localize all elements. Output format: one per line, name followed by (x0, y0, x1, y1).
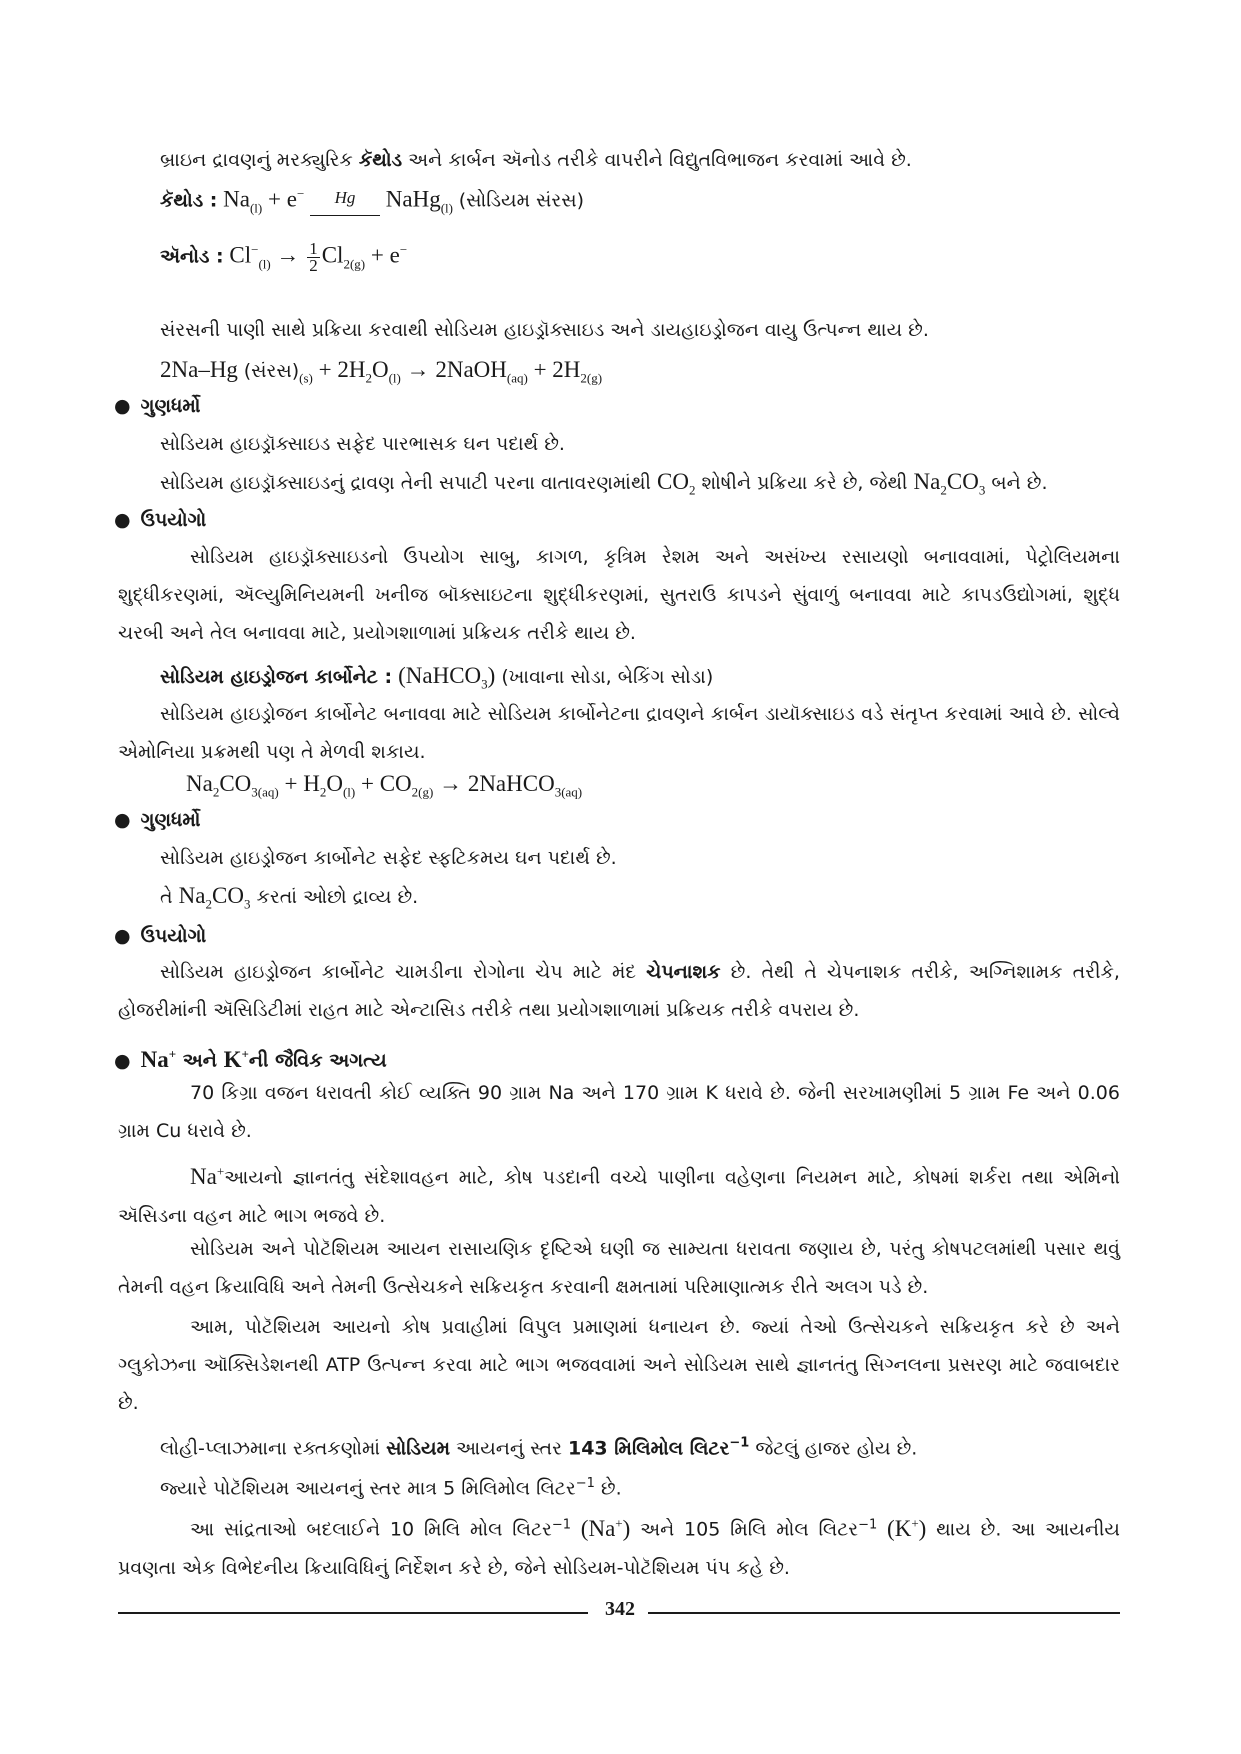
amalgam-word: (સંરસ) (243, 360, 300, 382)
heading-uses-naoh (114, 506, 1074, 534)
text: આયનનું સ્તર (456, 1437, 562, 1460)
text: છે. (600, 1477, 622, 1500)
text: સોડિયમ હાઇડ્રોજન કાર્બોનેટ ચામડીના રોગોના ચેપ માટે મંદ (160, 961, 637, 983)
text: શોષીને પ્રક્રિયા કરે છે, જેથી (701, 472, 908, 494)
text: બને છે. (991, 472, 1048, 494)
paragraph-body-content: 70 કિગ્રા વજન ધરાવતી કોઈ વ્યક્તિ 90 ગ્રામ Na અને 170 ગ્રામ K ધરાવે છે. જેની સરખામણીમાં 5 ગ્રામ Fe અને 0.06 ગ્રામ Cu ધરાવે છે. (118, 1082, 1120, 1142)
cathode-note: (સોડિયમ સંરસ) (458, 189, 585, 212)
text: બ્રાઇન દ્રાવણનું મરક્યુરિક (160, 149, 353, 171)
bicarbonate-equation: $Na_2CO_{3(aq)} + H_2O_{(l)} + CO_{2(g)}$ → 2NaHCO$_{3(aq)}$ (186, 771, 583, 800)
heading-biological-importance: ● Na+ અને K+ની જૈવિક અગત્ય (114, 1040, 1074, 1075)
heading-text: અને (182, 1049, 217, 1072)
bullet-icon: ● (114, 1049, 131, 1072)
text: આ સાંદ્રતાઓ બદલાઈને 10 મિલિ મોલ લિટર (190, 1518, 552, 1541)
heading-text: ઉપયોગો (140, 509, 207, 531)
property-line: સોડિયમ હાઇડ્રોજન કાર્બોનેટ સફેદ સ્ફટિકમય ઘન પદાર્થ છે. (160, 847, 617, 869)
heading-uses-nahco3 (114, 922, 1074, 950)
paragraph-bicarbonate-prep: સોડિયમ હાઇડ્રોજન કાર્બોનેટ બનાવવા માટે સોડિયમ કાર્બોનેટના દ્રાવણને કાર્બન ડાયૉક્સાઇડ વડે સંતૃપ્ત કરવામાં આવે છે. સોલ્વે એમોનિયા પ્રક્રમથી પણ તે મેળવી શકાય. (118, 703, 1120, 763)
text: અને 105 મિલિ મોલ લિટર (640, 1518, 859, 1541)
bicarbonate-title-text: સોડિયમ હાઇડ્રોજન કાર્બોનેટ : (160, 666, 393, 688)
text: કરતાં ઓછો દ્રાવ્ય છે. (256, 886, 419, 908)
bold-term: ચેપનાશક (646, 961, 721, 983)
amalgam-equation: 2Na–Hg $(સંરસ)_{(s)} + 2H_2O_{(l)}$ → 2NaOH$_{(aq)}$ + $2H_{2(g)}$ (160, 357, 603, 386)
footer-rule-left (118, 1612, 588, 1614)
paragraph-brine-electrolysis (160, 146, 1120, 174)
property-line: સોડિયમ હાઇડ્રૉક્સાઇડ સફેદ પારભાસક ઘન પદાર્થ છે. (160, 433, 565, 455)
bullet-icon: ● (114, 809, 131, 831)
heading-text: ગુણધર્મો (140, 809, 201, 831)
property-line-solubility: તે $Na_2CO_3$ કરતાં ઓછો દ્રાવ્ય છે. (160, 883, 419, 912)
bullet-icon: ● (114, 925, 131, 947)
paragraph-uses-nahco3 (118, 953, 1120, 1029)
heading-text: ની જૈવિક અગત્ય (248, 1049, 387, 1072)
page-number: 342 (605, 1598, 635, 1620)
paragraph-concentration-gradient: આ સાંદ્રતાઓ બદલાઈને 10 મિલિ મોલ લિટર$^{-1}$ (Na+) અને 105 મિલિ મોલ લિટર$^{-1}$ (K+) થાય છે. આ આયનીય પ્રવણતા એક વિભેદનીય ક્રિયાવિધિનું નિર્દેશન કરે છે, જેને સોડિયમ-પોટૅશિયમ પંપ કહે છે. (118, 1515, 1120, 1579)
text: જ્યારે પોટૅશિયમ આયનનું સ્તર માત્ર 5 મિલિમોલ લિટર (160, 1477, 576, 1500)
heading-properties-naoh (114, 392, 1074, 420)
paragraph-ion-comparison: સોડિયમ અને પોટૅશિયમ આયન રાસાયણિક દૃષ્ટિએ ઘણી જ સામ્યતા ધરાવતા જણાય છે, પરંતુ કોષપટલમાંથી પસાર થવું તેમની વહન ક્રિયાવિધિ અને તેમની ઉત્સેચકને સક્રિયકૃત કરવાની ક્ષમતામાં પરિમાણાત્મક રીતે અલગ પડે છે. (118, 1238, 1120, 1298)
heading-properties-nahco3 (114, 806, 1074, 834)
anode-equation: ઍનોડ : $Cl^-_{(l)}$ → $\frac{1}{2}$ $Cl_{2(g)} + e^-$ (160, 238, 408, 275)
bold-term: સોડિયમ (386, 1437, 450, 1460)
potassium-level-line: જ્યારે પોટૅશિયમ આયનનું સ્તર માત્ર 5 મિલિમોલ લિટર$^{-1}$ છે. (160, 1476, 622, 1500)
footer-rule-right (648, 1612, 1120, 1614)
text: લોહી-પ્લાઝમાના રક્તકણોમાં (160, 1437, 381, 1460)
sodium-level-line: લોહી-પ્લાઝમાના રક્તકણોમાં સોડિયમ આયનનું સ્તર 143 મિલિમોલ લિટર$^{-1}$ જેટલું હાજર હોય છે. (160, 1436, 918, 1460)
fraction-half: $\frac{1}{2}$ (309, 238, 318, 275)
text: તે (160, 886, 173, 908)
heading-text: ગુણધર્મો (140, 395, 201, 417)
catalyst-label: Hg (334, 187, 356, 207)
cathode-equation: કૅથોડ : $Na_{(l)} + e^-$ Hg NaHg$_{(l)}$ (સોડિયમ સંરસ) (160, 180, 1120, 222)
arrow-with-catalyst (310, 184, 380, 212)
paragraph-amalgam: સંરસની પાણી સાથે પ્રક્રિયા કરવાથી સોડિયમ હાઇડ્રૉક્સાઇડ અને ડાયહાઇડ્રોજન વાયુ ઉત્પન્ન થાય છે. (160, 319, 929, 341)
text: સોડિયમ હાઇડ્રૉક્સાઇડનું દ્રાવણ તેની સપાટી પરના વાતાવરણમાંથી (160, 472, 651, 494)
property-line-co2: સોડિયમ હાઇડ્રૉક્સાઇડનું દ્રાવણ તેની સપાટી પરના વાતાવરણમાંથી $CO_2$ શોષીને પ્રક્રિયા કરે છે, જેથી $Na_2CO_3$ બને છે. (160, 469, 1048, 498)
paragraph-uses-naoh: સોડિયમ હાઇડ્રૉક્સાઇડનો ઉપયોગ સાબુ, કાગળ, કૃત્રિમ રેશમ અને અસંખ્ય રસાયણો બનાવવામાં, પેટ્રોલિયમના શુદ્ધીકરણમાં, ઍલ્યુમિનિયમની ખનીજ બૉક્સાઇટના શુદ્ધીકરણમાં, સુતરાઉ કાપડને સુંવાળું બનાવવા માટે કાપડઉદ્યોગમાં, શુદ્ધ ચરબી અને તેલ બનાવવા માટે, પ્રયોગશાળામાં પ્રક્રિયક તરીકે થાય છે. (118, 546, 1120, 644)
bold-term: કૅથોડ (358, 149, 403, 171)
bullet-icon: ● (114, 395, 131, 417)
text: આયનો જ્ઞાનતંતુ સંદેશાવહન માટે, કોષ પડદાની વચ્ચે પાણીના વહેણના નિયમન માટે, કોષમાં શર્કરા તથા એમિનો ઍસિડના વહન માટે ભાગ ભજવે છે. (118, 1166, 1120, 1227)
bicarbonate-title: સોડિયમ હાઇડ્રોજન કાર્બોનેટ : (NaHCO$_3$) (ખાવાના સોડા, બેકિંગ સોડા) (160, 663, 714, 692)
text: જેટલું હાજર હોય છે. (755, 1437, 918, 1460)
paragraph-potassium-role: આમ, પોટૅશિયમ આયનો કોષ પ્રવાહીમાં વિપુલ પ્રમાણમાં ધનાયન છે. જ્યાં તેઓ ઉત્સેચકને સક્રિયકૃત કરે છે અને ગ્લુકોઝના ઑક્સિડેશનથી ATP ઉત્પન્ન કરવા માટે ભાગ ભજવવામાં અને સોડિયમ સાથે જ્ઞાનતંતુ સિગ્નલના પ્રસરણ માટે જવાબદાર છે. (118, 1316, 1120, 1414)
bold-value: 143 મિલિમોલ લિટર (567, 1437, 730, 1460)
heading-text: ઉપયોગો (140, 925, 207, 947)
text: અને કાર્બન ઍનોડ તરીકે વાપરીને વિદ્યુતવિભાજન કરવામાં આવે છે. (408, 149, 912, 171)
bicarbonate-note: (ખાવાના સોડા, બેકિંગ સોડા) (501, 666, 714, 688)
text: છે. તેથી તે ચેપનાશક તરીકે, અગ્નિશામક તરીકે, હોજરીમાંની ઍસિડિટીમાં રાહત માટે એન્ટાસિડ તરીકે તથા પ્રયોગશાળામાં પ્રક્રિયક તરીકે વપરાય છે. (118, 961, 1120, 1021)
text: થાય છે. આ આયનીય પ્રવણતા એક વિભેદનીય ક્રિયાવિધિનું નિર્દેશન કરે છે, જેને સોડિયમ-પોટૅશિયમ પંપ કહે છે. (118, 1518, 1120, 1579)
anode-label: ઍનોડ : (160, 245, 224, 268)
cathode-label: કૅથોડ : (160, 189, 218, 212)
paragraph-na-ion-role: Na+આયનો જ્ઞાનતંતુ સંદેશાવહન માટે, કોષ પડદાની વચ્ચે પાણીના વહેણના નિયમન માટે, કોષમાં શર્કરા તથા એમિનો ઍસિડના વહન માટે ભાગ ભજવે છે. (118, 1163, 1120, 1227)
bullet-icon: ● (114, 509, 131, 531)
